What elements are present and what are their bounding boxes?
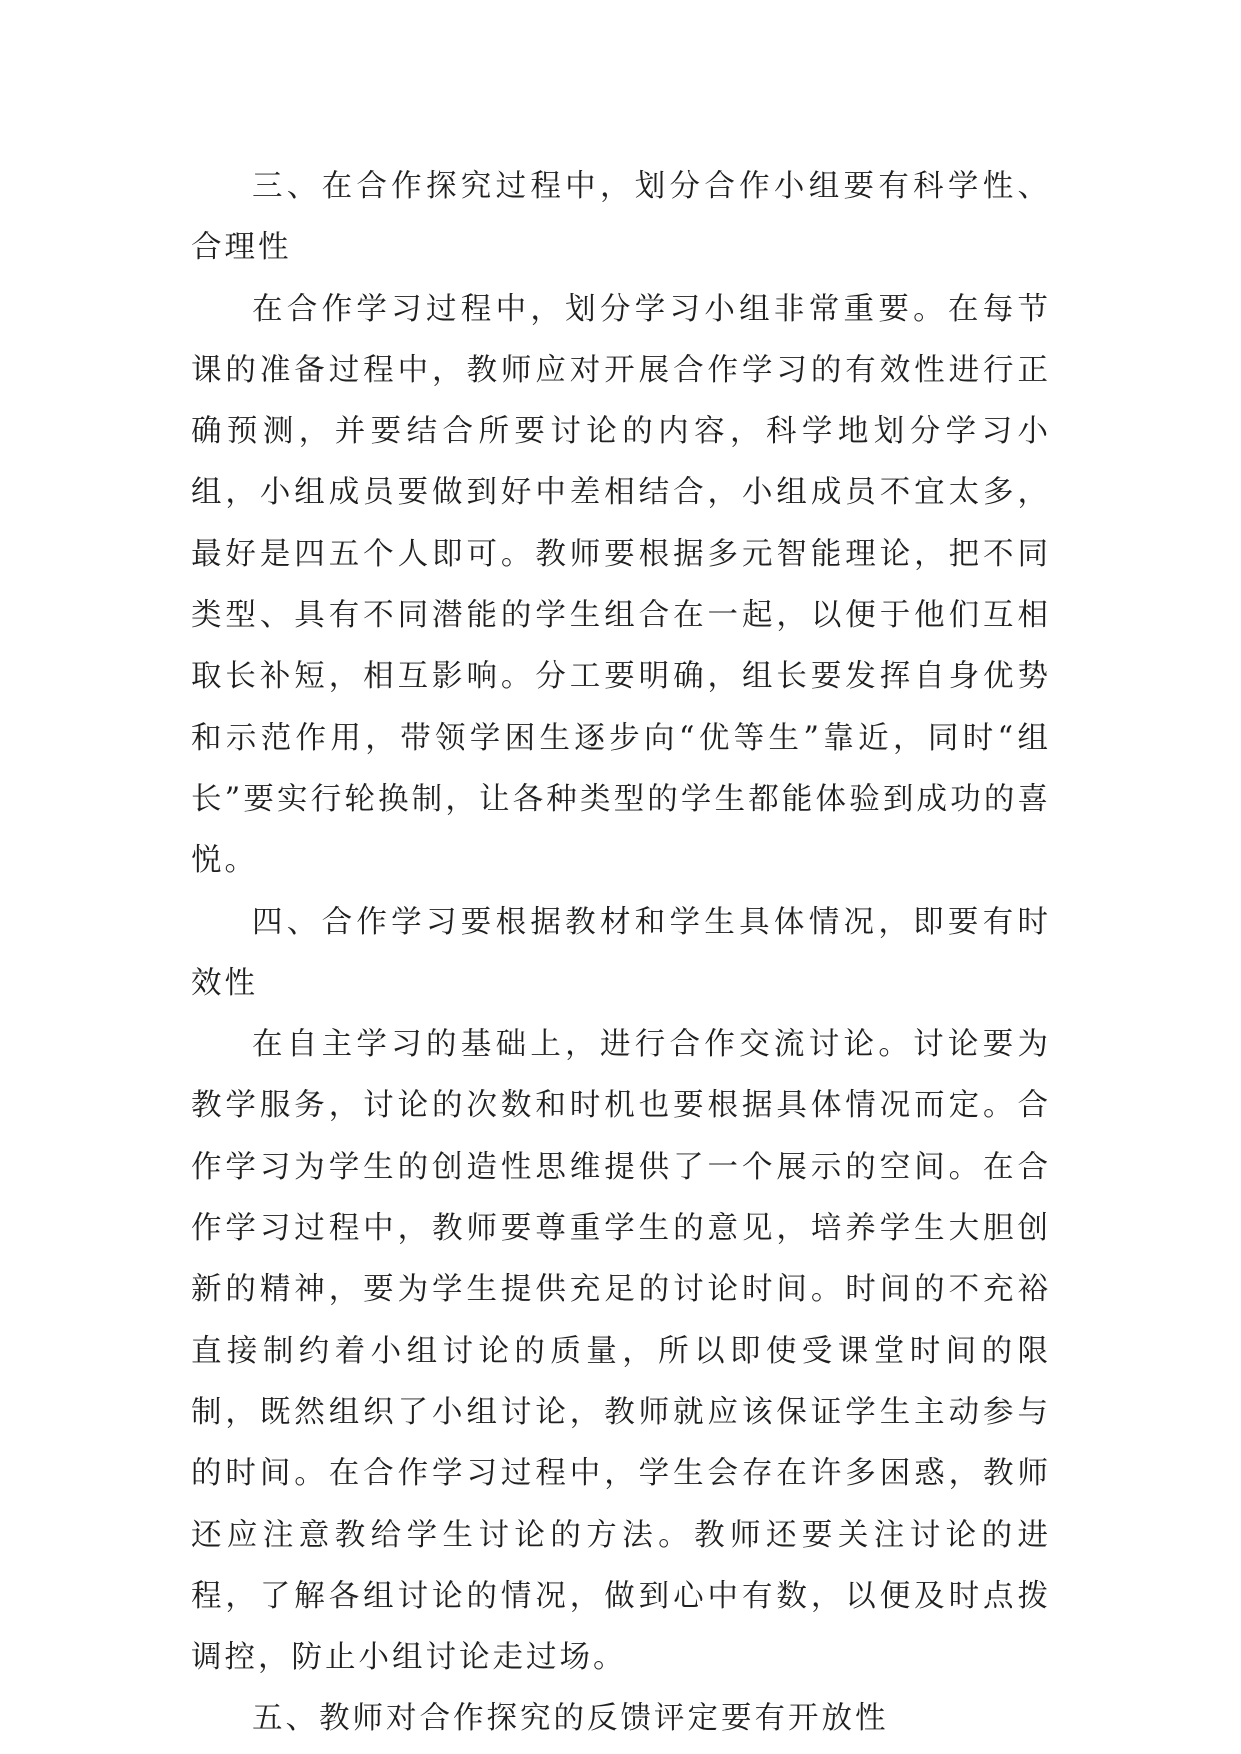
body-paragraph-3: 在合作学习过程中，划分学习小组非常重要。在每节课的准备过程中，教师应对开展合作学习的有效性进行正确预测，并要结合所要讨论的内容，科学地划分学习小组，小组成员要做到好中差相结合，小组成员不宜太多，最好是四五个人即可。教师要根据多元智能理论，把不同类型、具有不同潜能的学生组合在一起，以便于他们互相取长补短，相互影响。分工要明确，组长要发挥自身优势和示范作用，带领学困生逐步向“优等生”靠近，同时“组长”要实行轮换制，让各种类型的学生都能体验到成功的喜悦。 <box>191 291 1051 879</box>
section-heading-4: 四、合作学习要根据教材和学生具体情况，即要有时效性 <box>191 904 1051 1001</box>
body-paragraph-4: 在自主学习的基础上，进行合作交流讨论。讨论要为教学服务，讨论的次数和时机也要根据具体情况而定。合作学习为学生的创造性思维提供了一个展示的空间。在合作学习过程中，教师要尊重学生的意见，培养学生大胆创新的精神，要为学生提供充足的讨论时间。时间的不充裕直接制约着小组讨论的质量，所以即使受课堂时间的限制，既然组织了小组讨论，教师就应该保证学生主动参与的时间。在合作学习过程中，学生会存在许多困惑，教师还应注意教给学生讨论的方法。教师还要关注讨论的进程，了解各组讨论的情况，做到心中有数，以便及时点拨调控，防止小组讨论走过场。 <box>191 1027 1051 1676</box>
document-body <box>191 156 1051 1750</box>
section-heading-3: 三、在合作探究过程中，划分合作小组要有科学性、合理性 <box>191 169 1051 266</box>
section-heading-5: 五、教师对合作探究的反馈评定要有开放性 <box>252 1701 889 1737</box>
